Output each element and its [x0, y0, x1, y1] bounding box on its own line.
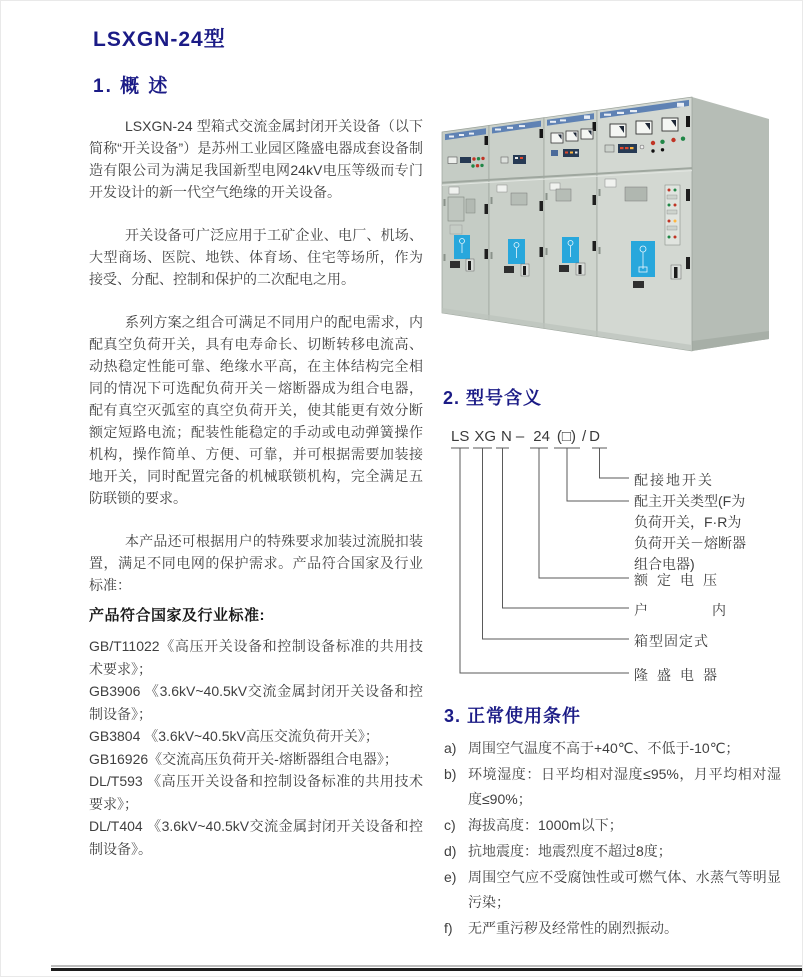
model-token: N: [501, 428, 512, 445]
model-token: –: [515, 428, 525, 445]
page-title: LSXGN-24型: [93, 28, 226, 51]
model-token: (□): [556, 428, 576, 445]
label-earthing-switch: 配接地开关: [634, 472, 714, 488]
overview-text-column: [89, 115, 423, 617]
conditions-list: [444, 736, 781, 942]
condition-item: b) 环境湿度：日平均相对湿度≤95%，月平均相对湿度≤90%；: [444, 766, 781, 807]
overview-paragraph: 开关设备可广泛应用于工矿企业、电厂、机场、大型商场、医院、地铁、体育场、住宅等场所，作为接受、分配、控制和保护的二次配电之用。: [89, 227, 423, 287]
standards-heading: 产品符合国家及行业标准:: [89, 607, 265, 624]
standard-item: DL/T404 《3.6kV~40.5kV交流金属封闭开关设备和控制设备》。: [89, 818, 423, 857]
standard-item: DL/T593 《高压开关设备和控制设备标准的共用技术要求》；: [89, 773, 423, 812]
condition-item: c) 海拔高度：1000m以下；: [444, 817, 623, 833]
model-token: /: [581, 428, 587, 445]
section1-heading: 1. 概 述: [93, 76, 170, 97]
footer-rule-light: [51, 965, 803, 967]
standard-item: GB16926《交流高压负荷开关-熔断器组合电器》；: [89, 750, 398, 767]
label-box-fixed-type: 箱型固定式: [634, 633, 709, 649]
label-main-switch-type: 配主开关类型(F为 负荷开关，F·R为 负荷开关－熔断器 组合电器): [634, 493, 746, 572]
section2-heading: 2. 型号含义: [443, 388, 543, 408]
model-designation-diagram: [441, 426, 803, 694]
model-token: XG: [474, 428, 497, 445]
condition-item: a) 周围空气温度不高于+40℃、不低于-10℃；: [444, 740, 740, 756]
overview-paragraph: LSXGN-24 型箱式交流金属封闭开关设备（以下简称“开关设备”）是苏州工业园区隆盛电器成套设备制造有限公司为满足我国新型电网24kV电压等级而专门开发设计的新一代空气绝缘的开关设备。: [89, 118, 423, 200]
standard-item: GB3804 《3.6kV~40.5kV高压交流负荷开关》；: [89, 728, 379, 744]
model-token: D: [589, 428, 600, 445]
condition-item: d) 抗地震度：地震烈度不超过8度；: [444, 843, 672, 859]
label-rated-voltage: 额定电压: [634, 572, 726, 588]
standards-list: [89, 635, 423, 860]
model-token: LS: [451, 428, 470, 445]
label-indoor: 户内: [634, 602, 790, 618]
footer-rule-dark: [51, 968, 803, 971]
section3-heading: 3. 正常使用条件: [444, 706, 582, 726]
label-brand: 隆盛电器: [634, 667, 726, 683]
model-token: 24: [533, 428, 550, 445]
switchgear-illustration: [429, 89, 796, 376]
product-photo-switchgear: [429, 89, 796, 376]
overview-paragraph: 系列方案之组合可满足不同用户的配电需求，内配真空负荷开关，具有电寿命长、切断转移电流高、动热稳定性能可靠、绝缘水平高，在主体结构完全相同的情况下可选配负荷开关－熔断器成为组合电器，配有真空灭弧室的真空负荷开关，使其能更有效分断额定短路电流；配装性能稳定的手动或电动弹簧操作机构，操作简单、方便、可靠，并可根据需要加装接地开关，同时配置完备的机械联锁机构，完全满足五防联锁的要求。: [89, 314, 423, 506]
standard-item: GB3906 《3.6kV~40.5kV交流金属封闭开关设备和控制设备》；: [89, 683, 423, 722]
condition-item: e) 周围空气应不受腐蚀性或可燃气体、水蒸气等明显污染；: [444, 869, 781, 910]
model-diagram-lines: [441, 426, 803, 694]
condition-item: f) 无严重污秽及经常性的剧烈振动。: [444, 920, 678, 936]
overview-paragraph: 本产品还可根据用户的特殊要求加装过流脱扣装置，满足不同电网的保护需求。产品符合国家及行业标准：: [89, 533, 423, 593]
standard-item: GB/T11022《高压开关设备和控制设备标准的共用技术要求》；: [89, 638, 423, 677]
